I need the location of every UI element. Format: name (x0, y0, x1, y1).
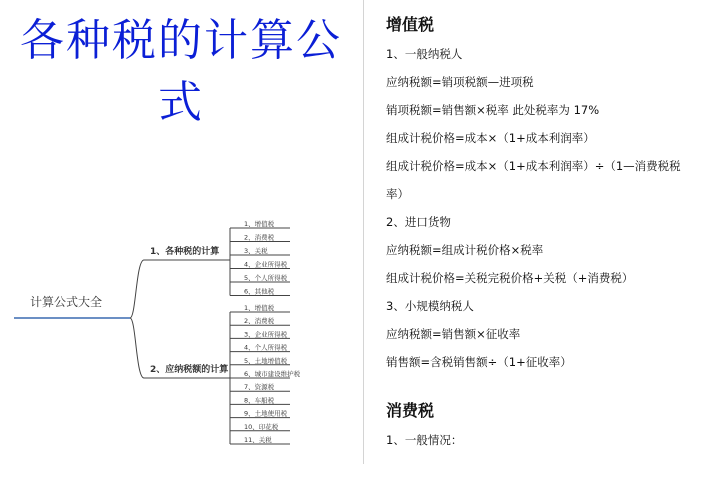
branch-2-leaf-label: 7、资源税 (244, 383, 275, 392)
vat-lines (386, 40, 716, 376)
text-line: 组成计税价格=关税完税价格+关税（+消费税） (386, 271, 634, 285)
text-line: 2、进口货物 (386, 215, 451, 229)
text-line: 销售额=含税销售额÷（1+征收率） (386, 355, 572, 369)
branch-2-leaf-label: 11、关税 (244, 436, 272, 444)
branch-1-leaf-label: 5、个人所得税 (244, 274, 288, 282)
section-title-vat: 增值税 (386, 15, 435, 34)
branch-1-label: 1、各种税的计算 (150, 247, 220, 257)
text-line: 3、小规模纳税人 (386, 299, 474, 313)
branch-2-label: 2、应纳税额的计算 (150, 365, 229, 375)
text-line: 销项税额=销售额×税率 此处税率为 17% (386, 103, 600, 117)
formula-content (386, 10, 716, 454)
text-line: 率） (386, 187, 409, 201)
column-divider (363, 0, 364, 464)
branch-1-connector (130, 260, 144, 318)
text-line: 组成计税价格=成本×（1+成本利润率）÷（1—消费税税 (386, 159, 681, 173)
section-title-consumption-tax: 消费税 (386, 401, 435, 420)
branch-2-leaf-label: 10、印花税 (244, 422, 279, 431)
page-title: 各种税的计算公式 (20, 15, 342, 128)
branch-2-leaf-label: 1、增值税 (244, 304, 275, 312)
mindmap-diagram (0, 200, 360, 460)
text-line: 1、一般情况： (386, 433, 463, 447)
branch-2-leaf-label: 5、土地增值税 (244, 356, 288, 365)
branch-1-leaf-label: 1、增值税 (244, 220, 275, 228)
mindmap-root-label: 计算公式大全 (30, 295, 103, 309)
branch-2-leaf-label: 9、土地使用税 (244, 409, 288, 418)
branch-2-leaf-label: 4、个人所得税 (244, 343, 288, 352)
text-line: 组成计税价格=成本×（1+成本利润率） (386, 131, 595, 145)
branch-2-leaf-label: 6、城市建设维护税 (244, 370, 301, 378)
branch-2-connector (130, 318, 144, 378)
branch-2-leaf-label: 3、企业所得税 (244, 330, 288, 339)
branch-1-leaf-label: 2、消费税 (244, 233, 275, 242)
branch-1-leaf-label: 6、其他税 (244, 287, 275, 296)
branch-1-leaf-label: 4、企业所得税 (244, 260, 288, 269)
branch-2-leaf-label: 8、车船税 (244, 396, 275, 405)
text-line: 1、一般纳税人 (386, 47, 463, 61)
text-line: 应纳税额=组成计税价格×税率 (386, 243, 544, 257)
text-line: 应纳税额=销项税额—进项税 (386, 75, 534, 89)
text-line: 应纳税额=销售额×征收率 (386, 327, 521, 341)
branch-1-leaf-label: 3、关税 (244, 247, 268, 255)
branch-2-leaf-label: 2、消费税 (244, 317, 275, 326)
